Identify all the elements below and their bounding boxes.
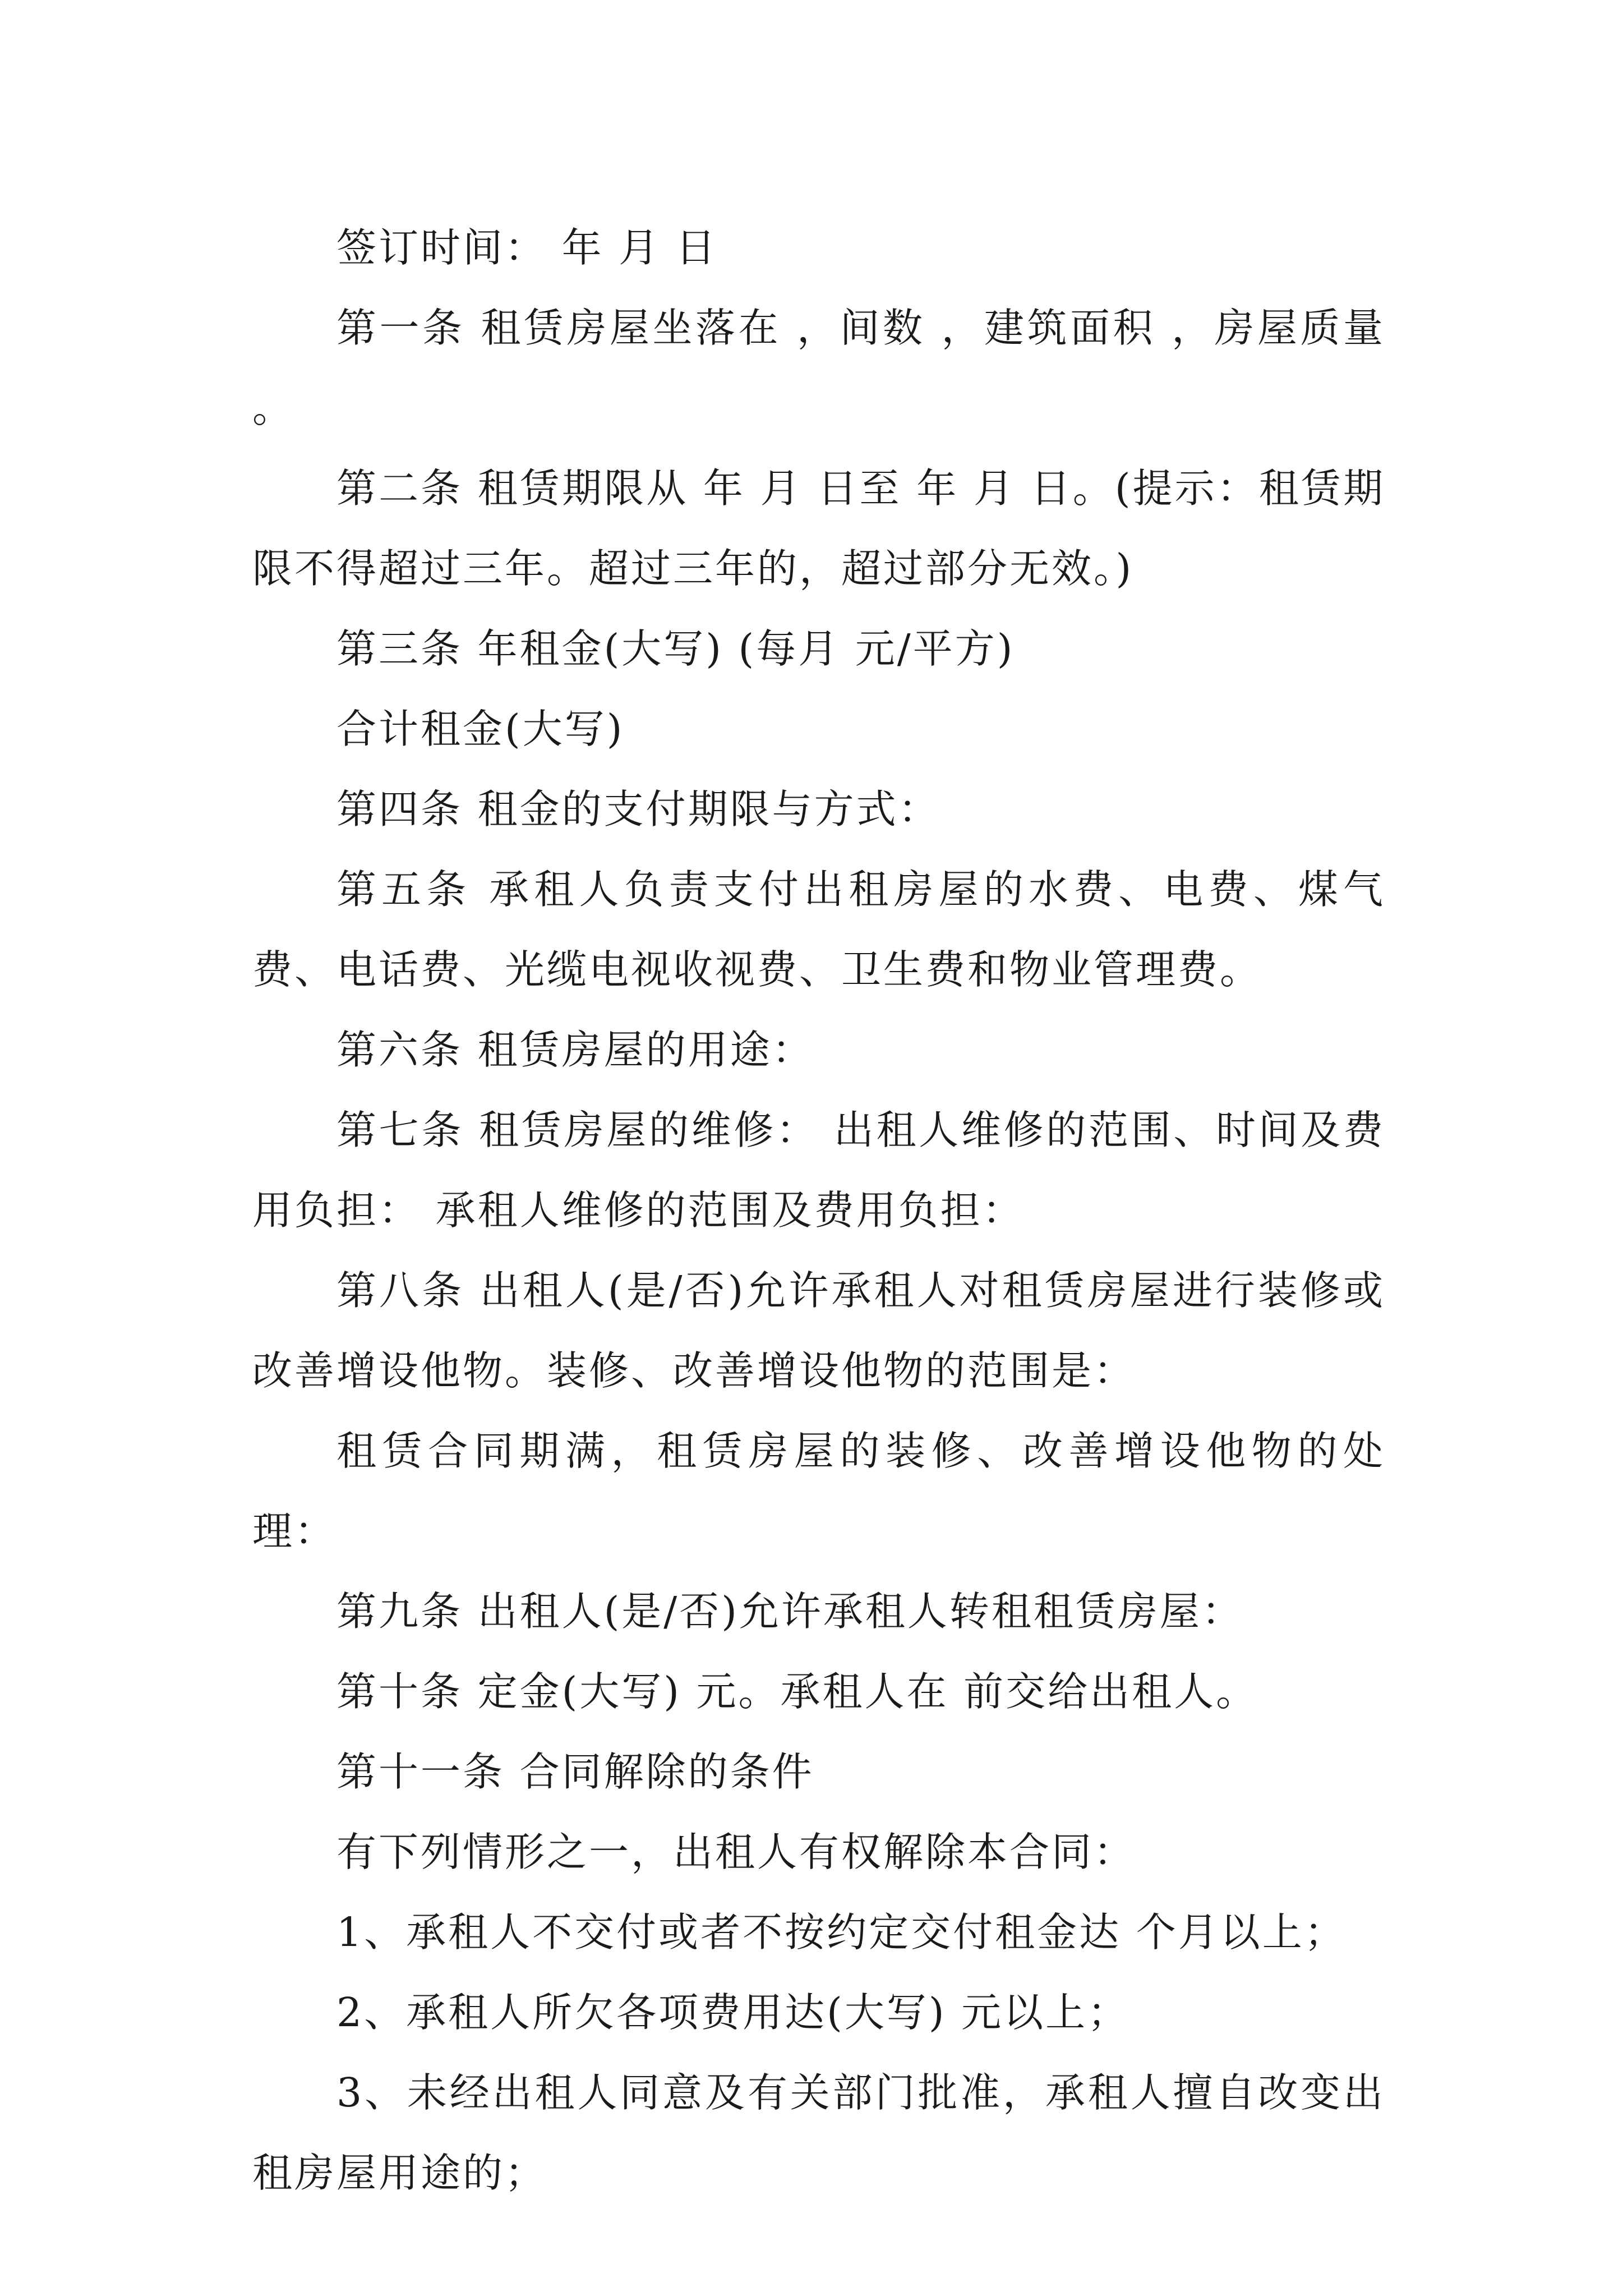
article-8-paragraph: 第八条 出租人(是/否)允许承租人对租赁房屋进行装修或改善增设他物。装修、改善增设他物的范围是： (252, 1267, 1385, 1394)
article-4-paragraph: 第四条 租金的支付期限与方式： (336, 786, 940, 832)
article-7-paragraph: 第七条 租赁房屋的维修： 出租人维修的范围、时间及费用负担： 承租人维修的范围及费用负担： (252, 1107, 1385, 1234)
renovation-handling-line: 租赁合同期满，租赁房屋的装修、改善增设他物的处理： (252, 1428, 1385, 1554)
article-1-paragraph: 第一条 租赁房屋坐落在 ，间数 ，建筑面积 ，房屋质量 。 (252, 305, 1385, 431)
article-2-paragraph: 第二条 租赁期限从 年 月 日至 年 月 日。(提示：租赁期限不得超过三年。超过三年的，超过部分无效。) (252, 465, 1385, 592)
total-rent-line: 合计租金(大写) (336, 706, 625, 752)
article-5-paragraph: 第五条 承租人负责支付出租房屋的水费、电费、煤气费、电话费、光缆电视收视费、卫生费和物业管理费。 (252, 866, 1385, 993)
article-3-paragraph: 第三条 年租金(大写) (每月 元/平方) (336, 625, 1015, 672)
signing-date-line: 签订时间： 年 月 日 (336, 224, 718, 271)
termination-item-1: 1、承租人不交付或者不按约定交付租金达 个月以上； (336, 1909, 1347, 1955)
termination-item-2: 2、承租人所欠各项费用达(大写) 元以上； (336, 1989, 1130, 2036)
article-9-paragraph: 第九条 出租人(是/否)允许承租人转租租赁房屋： (336, 1588, 1244, 1635)
article-10-paragraph: 第十条 定金(大写) 元。承租人在 前交给出租人。 (336, 1668, 1258, 1715)
termination-item-3: 3、未经出租人同意及有关部门批准，承租人擅自改变出租房屋用途的； (252, 2069, 1385, 2196)
article-6-paragraph: 第六条 租赁房屋的用途： (336, 1027, 814, 1073)
article-11-heading: 第十一条 合同解除的条件 (336, 1749, 814, 1795)
termination-intro-line: 有下列情形之一，出租人有权解除本合同： (336, 1829, 1136, 1875)
document-body (252, 208, 1385, 2213)
